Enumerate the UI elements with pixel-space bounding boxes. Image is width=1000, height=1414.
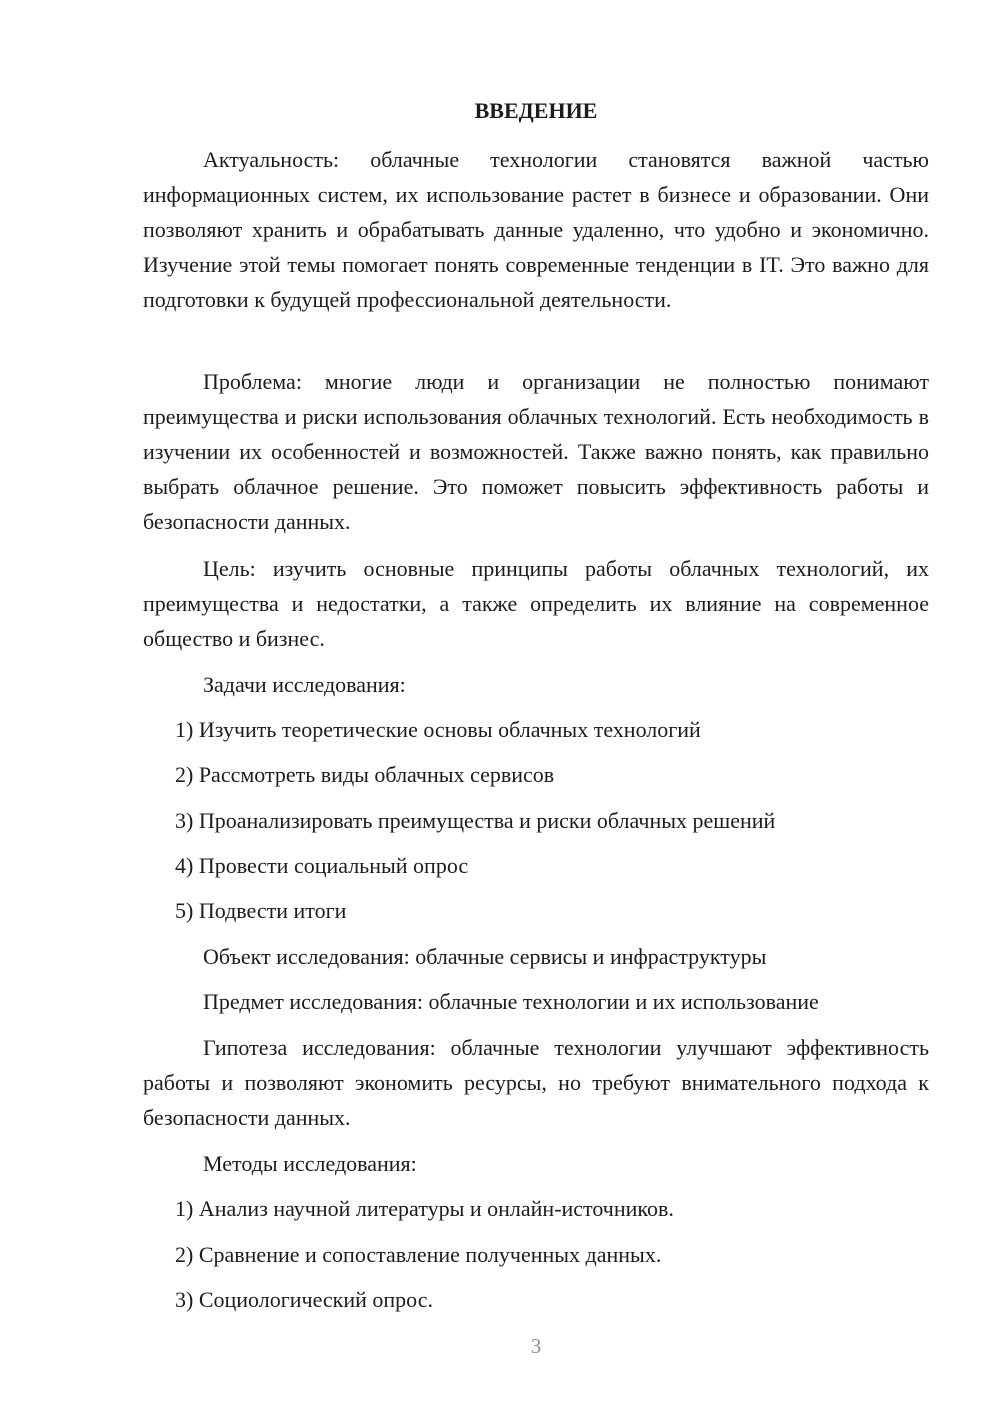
- method-item-1: 1) Анализ научной литературы и онлайн-источников.: [175, 1196, 674, 1221]
- task-item-1: 1) Изучить теоретические основы облачных технологий: [175, 717, 701, 742]
- task-item-4: 4) Провести социальный опрос: [175, 853, 469, 878]
- subject-line: Предмет исследования: облачные технологии и их использование: [203, 989, 819, 1014]
- hypothesis-paragraph: Гипотеза исследования: облачные технологии улучшают эффективность работы и позволяют экономить ресурсы, но требуют внимательного подхода к безопасности данных.: [143, 1035, 929, 1130]
- problem-paragraph: Проблема: многие люди и организации не полностью понимают преимущества и риски использования облачных технологий. Есть необходимость в изучении их особенностей и возможностей. Также важно понять, как правильно выбрать облачное решение. Это поможет повысить эффективность работы и безопасности данных.: [143, 369, 929, 534]
- method-item-3: 3) Социологический опрос.: [175, 1287, 433, 1312]
- task-item-2: 2) Рассмотреть виды облачных сервисов: [175, 762, 555, 787]
- methods-title: Методы исследования:: [203, 1151, 417, 1176]
- tasks-title: Задачи исследования:: [203, 672, 406, 697]
- method-item-2: 2) Сравнение и сопоставление полученных данных.: [175, 1242, 662, 1267]
- goal-paragraph: Цель: изучить основные принципы работы облачных технологий, их преимущества и недостатки, а также определить их влияние на современное общество и бизнес.: [143, 556, 929, 651]
- task-item-3: 3) Проанализировать преимущества и риски облачных решений: [175, 808, 776, 833]
- object-line: Объект исследования: облачные сервисы и инфраструктуры: [203, 944, 767, 969]
- page-number: 3: [530, 1334, 542, 1358]
- page-title: ВВЕДЕНИЕ: [474, 98, 598, 123]
- task-item-5: 5) Подвести итоги: [175, 898, 347, 923]
- relevance-paragraph: Актуальность: облачные технологии становятся важной частью информационных систем, их использование растет в бизнесе и образовании. Они позволяют хранить и обрабатывать данные удаленно, что удобно и экономично. Изучение этой темы помогает понять современные тенденции в IT. Это важно для подготовки к будущей профессиональной деятельности.: [143, 147, 929, 312]
